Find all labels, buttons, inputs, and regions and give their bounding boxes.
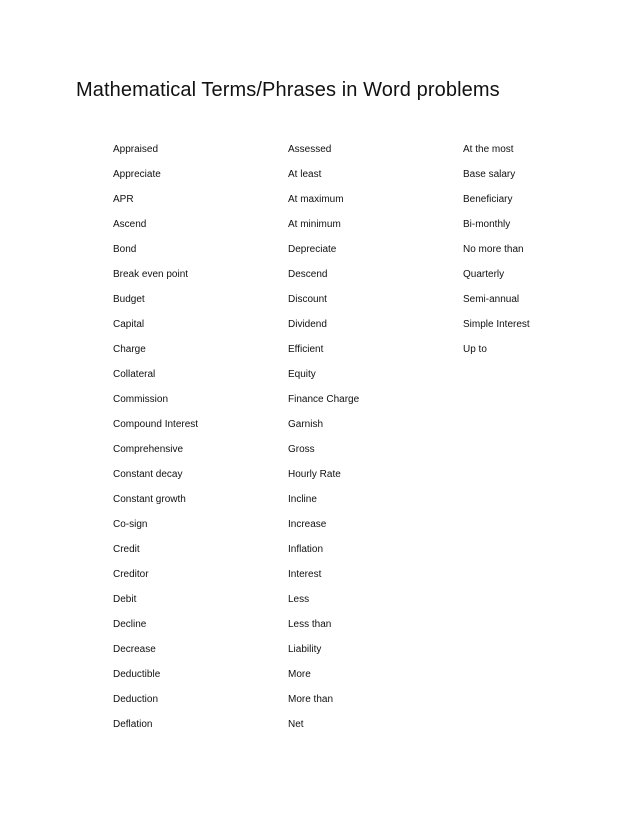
term-item: Decline xyxy=(113,619,147,630)
term-item: Semi-annual xyxy=(463,294,520,305)
term-item: Co-sign xyxy=(113,519,148,530)
term-item: Base salary xyxy=(463,169,516,180)
term-item: At maximum xyxy=(288,194,344,205)
term-item: Depreciate xyxy=(288,244,337,255)
term-item: Efficient xyxy=(288,344,324,355)
term-item: APR xyxy=(113,194,134,205)
term-item: Less xyxy=(288,594,310,605)
term-item: At the most xyxy=(463,144,514,155)
term-item: Break even point xyxy=(113,269,189,280)
term-item: Incline xyxy=(288,494,317,505)
term-item: Quarterly xyxy=(463,269,505,280)
terms-column-3 xyxy=(463,140,633,365)
term-item: Bi-monthly xyxy=(463,219,511,230)
term-item: Creditor xyxy=(113,569,149,580)
term-item: Charge xyxy=(113,344,146,355)
term-item: At least xyxy=(288,169,322,180)
term-item: Descend xyxy=(288,269,328,280)
term-item: Less than xyxy=(288,619,332,630)
term-item: Increase xyxy=(288,519,327,530)
term-item: Discount xyxy=(288,294,327,305)
term-item: At minimum xyxy=(288,219,341,230)
term-item: Hourly Rate xyxy=(288,469,341,480)
term-item: Ascend xyxy=(113,219,147,230)
term-item: Net xyxy=(288,719,304,730)
term-item: Appreciate xyxy=(113,169,161,180)
term-item: Credit xyxy=(113,544,140,555)
page-title: Mathematical Terms/Phrases in Word problems xyxy=(76,79,500,101)
term-item: Bond xyxy=(113,244,137,255)
term-item: Dividend xyxy=(288,319,327,330)
term-item: No more than xyxy=(463,244,524,255)
term-item: Equity xyxy=(288,369,316,380)
term-item: Garnish xyxy=(288,419,324,430)
term-item: More xyxy=(288,669,311,680)
terms-column-1 xyxy=(113,140,283,740)
term-item: Capital xyxy=(113,319,145,330)
terms-column-2 xyxy=(288,140,458,740)
term-item: Gross xyxy=(288,444,315,455)
term-item: Interest xyxy=(288,569,322,580)
term-item: Appraised xyxy=(113,144,159,155)
term-item: Budget xyxy=(113,294,145,305)
term-item: Compound Interest xyxy=(113,419,199,430)
term-item: Constant decay xyxy=(113,469,183,480)
term-item: Decrease xyxy=(113,644,156,655)
term-item: Deduction xyxy=(113,694,159,705)
term-item: Up to xyxy=(463,344,487,355)
term-item: Comprehensive xyxy=(113,444,184,455)
term-item: Debit xyxy=(113,594,137,605)
term-item: More than xyxy=(288,694,334,705)
term-item: Simple Interest xyxy=(463,319,530,330)
term-item: Collateral xyxy=(113,369,156,380)
term-item: Liability xyxy=(288,644,322,655)
term-item: Inflation xyxy=(288,544,324,555)
term-item: Commission xyxy=(113,394,169,405)
term-item: Beneficiary xyxy=(463,194,513,205)
term-item: Finance Charge xyxy=(288,394,360,405)
term-item: Deflation xyxy=(113,719,153,730)
term-item: Constant growth xyxy=(113,494,186,505)
term-item: Deductible xyxy=(113,669,161,680)
term-item: Assessed xyxy=(288,144,332,155)
